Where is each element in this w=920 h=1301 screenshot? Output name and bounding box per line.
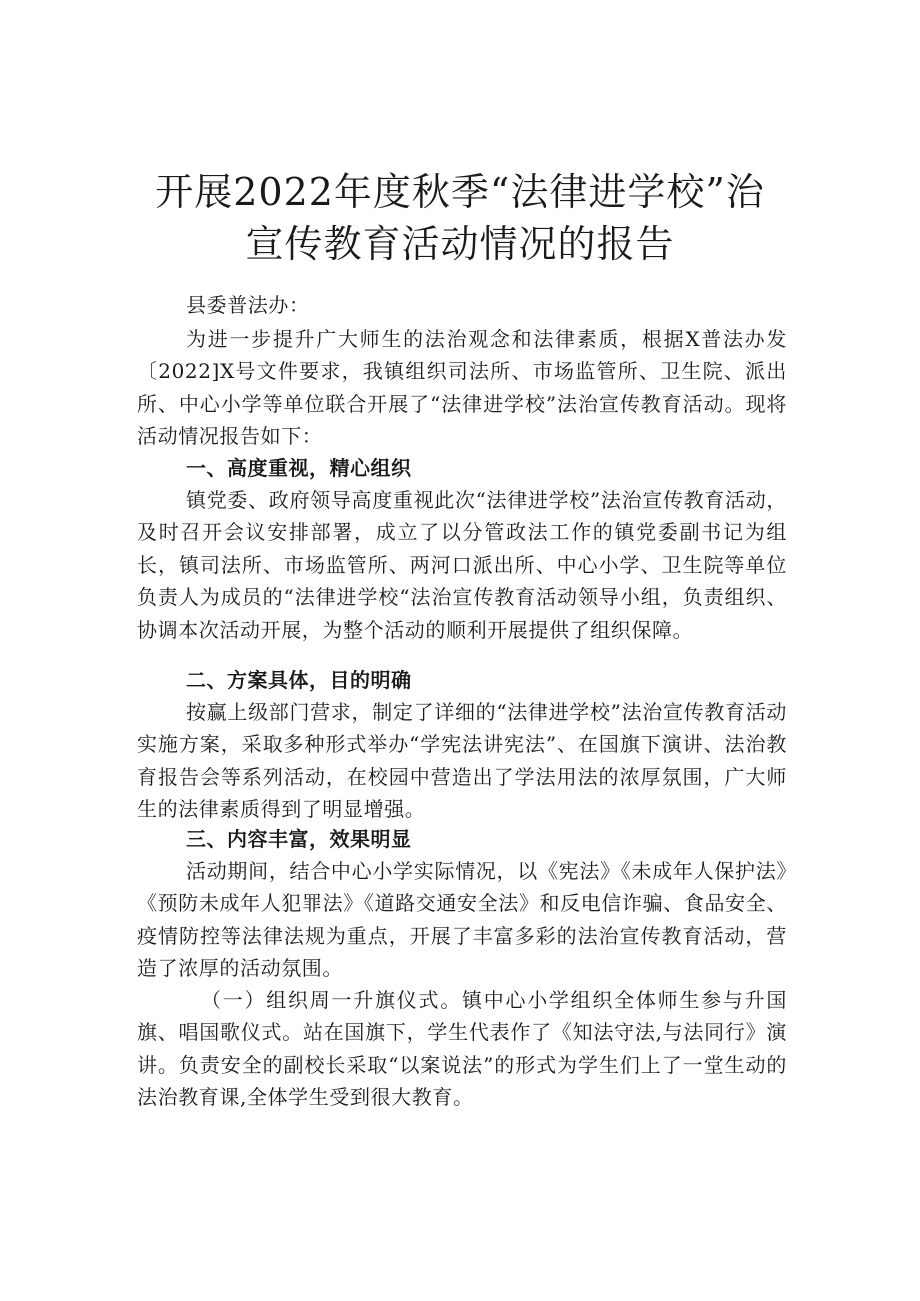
subsection-paragraph: （一）组织周一升旗仪式。镇中心小学组织全体师生参与升国旗、唱国歌仪式。站在国旗下，学生代表作了《知法守法,与法同行》演讲。负责安全的副校长采取“以案说法”的形式为学生们上了一堂生动的法治教育课,全体学生受到很大教育。 [137, 988, 787, 1110]
section-body-1: 镇党委、政府领导高度重视此次“法律进学校”法治宣传教育活动，及时召开会议安排部署，成立了以分管政法工作的镇党委副书记为组长，镇司法所、市场监管所、两河口派出所、中心小学、卫生院等单位负责人为成员的“法律进学校“法治宣传教育活动领导小组，负责组织、协调本次活动开展，为整个活动的顺利开展提供了组织保障。 [137, 488, 787, 642]
section-body-3: 活动期间，结合中心小学实际情况，以《宪法》《未成年人保护法》《预防未成年人犯罪法》《道路交通安全法》和反电信诈骗、食品安全、疫情防控等法律法规为重点，开展了丰富多彩的法治宣传教育活动，营造了浓厚的活动氛围。 [137, 859, 787, 981]
salutation: 县委普法办： [186, 293, 310, 317]
section-heading-3: 三、内容丰富，效果明显 [186, 827, 412, 851]
section-body-2: 按赢上级部门营求，制定了详细的“法律进学校”法治宣传教育活动实施方案，采取多种形式举办“学宪法讲宪法”、在国旗下演讲、法治教育报告会等系列活动，在校园中营造出了学法用法的浓厚氛围，广大师生的法律素质得到了明显增强。 [137, 700, 787, 822]
document-title-line-2: 宣传教育活动情况的报告 [245, 222, 675, 266]
intro-paragraph: 为进一步提升广大师生的法治观念和法律素质，根据X普法办发〔2022]X号文件要求，我镇组织司法所、市场监管所、卫生院、派出所、中心小学等单位联合开展了“法律进学校”法治宣传教育活动。现将活动情况报告如下： [137, 327, 787, 449]
section-heading-2: 二、方案具体，目的明确 [186, 668, 412, 692]
section-heading-1: 一、高度重视，精心组织 [186, 456, 412, 480]
document-title-line-1: 开展2022年度秋季“法律进学校”治 [155, 170, 765, 214]
